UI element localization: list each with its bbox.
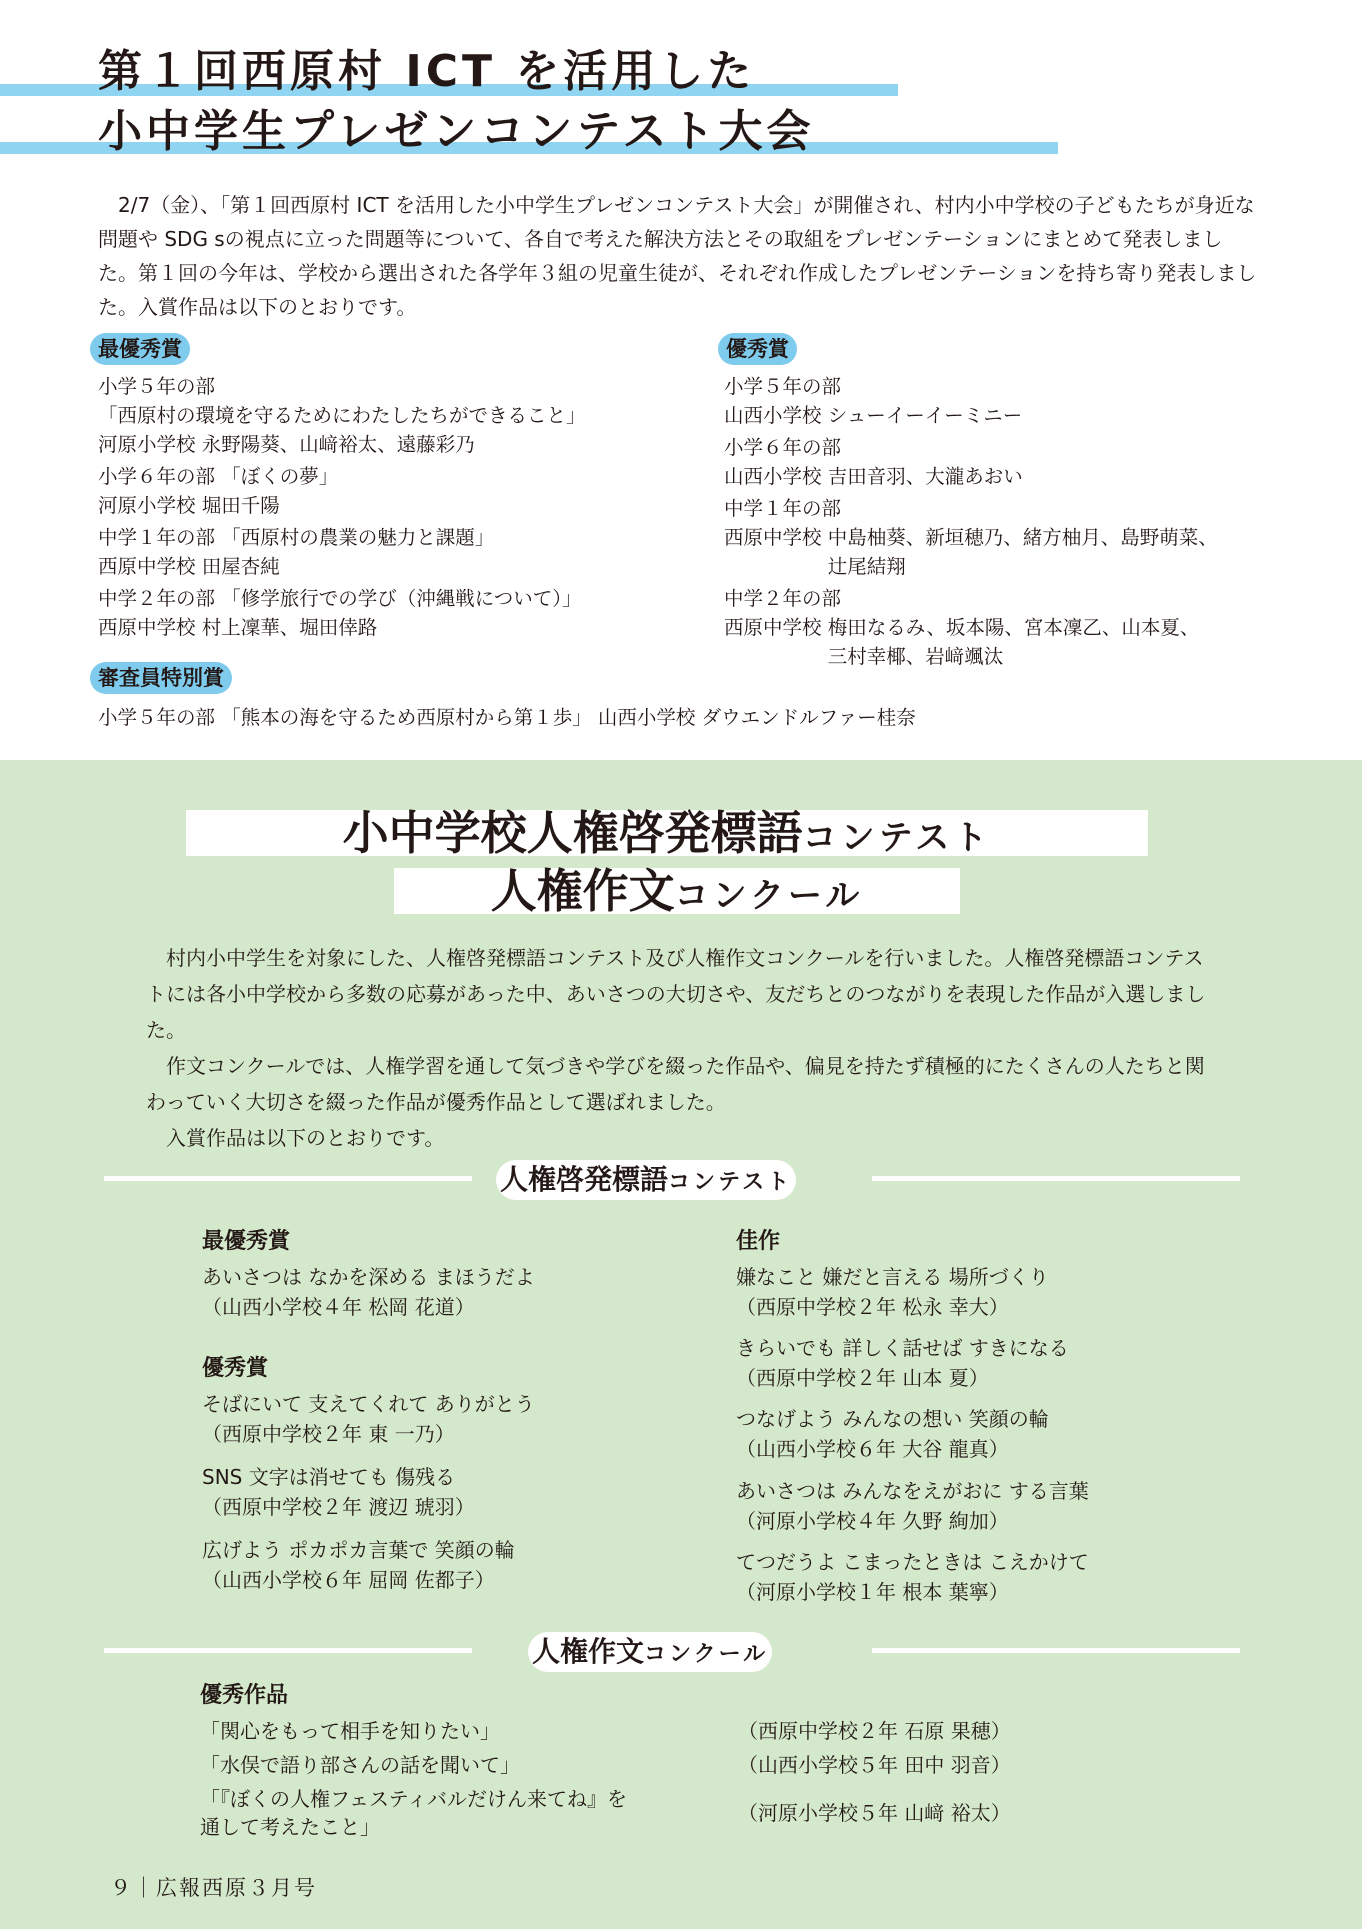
list-item — [98, 523, 698, 581]
award-category: 小学５年の部 — [98, 375, 216, 398]
award-winners: 山西小学校 吉田音羽、大瀧あおい — [724, 465, 1023, 488]
human-rights-intro-p2: 作文コンクールでは、人権学習を通して気づきや学びを綴った作品や、偏見を持たず積極的にたくさんの人たちと関わっていく大切さを綴った作品が優秀作品として選ばれました。 — [146, 1054, 1205, 1114]
list-item — [724, 433, 1284, 491]
slogan-text: そばにいて 支えてくれて ありがとう — [202, 1392, 535, 1416]
slogan-text: あいさつは みんなをえがおに する言葉 — [736, 1479, 1089, 1503]
human-rights-intro — [146, 940, 1206, 1156]
slogan-item — [736, 1547, 1089, 1607]
essay-author: （西原中学校２年 石原 果穂） — [738, 1719, 1011, 1743]
award-category: 小学６年の部 — [724, 436, 842, 459]
award-tag-grand: 最優秀賞 — [90, 333, 190, 365]
slogan-author: （山西小学校６年 大谷 龍真） — [736, 1437, 1009, 1461]
award-winners: 西原中学校 中島柚葵、新垣穂乃、緒方柚月、島野萌菜、 — [724, 526, 1218, 549]
essay-label-main: 人権作文 — [532, 1635, 645, 1668]
slogan-item — [202, 1389, 535, 1449]
essay-label-sub: コンクール — [644, 1641, 769, 1667]
slogan-text: きらいでも 詳しく話せば すきになる — [736, 1336, 1069, 1360]
award-category: 中学１年の部 — [724, 497, 842, 520]
essay-section-pill — [528, 1632, 772, 1672]
slogan-author: （河原小学校１年 根本 葉寧） — [736, 1580, 1009, 1604]
slogan-author: （河原小学校４年 久野 絢加） — [736, 1509, 1009, 1533]
page-title-line-1: 第１回西原村 ICT を活用した — [98, 46, 756, 97]
list-item — [724, 584, 1284, 671]
award-work-title: 「西原村の環境を守るためにわたしたちができること」 — [98, 404, 586, 427]
list-item — [724, 494, 1284, 581]
list-item — [98, 372, 698, 459]
list-item — [724, 372, 1284, 430]
excellence-list — [724, 372, 1284, 674]
award-winners: 山西小学校 シューイーイーミニー — [724, 404, 1023, 427]
slogan-section-label — [496, 1160, 796, 1200]
slogan-text: 嫌なこと 嫌だと言える 場所づくり — [736, 1265, 1049, 1289]
page-title-line-2: 小中学生プレゼンコンテスト大会 — [98, 106, 815, 157]
list-item — [98, 462, 698, 520]
slogan-text: 広げよう ポカポカ言葉で 笑顔の輪 — [202, 1538, 515, 1562]
list-item — [98, 584, 698, 642]
essay-author: （山西小学校５年 田中 羽音） — [738, 1753, 1011, 1777]
slogan-item — [736, 1404, 1049, 1464]
human-rights-intro-p3: 入賞作品は以下のとおりです。 — [166, 1126, 445, 1150]
essay-author: （河原小学校５年 山﨑 裕太） — [738, 1801, 1011, 1825]
essay-title-sub: コンクール — [674, 876, 864, 916]
essay-title: 「水俣で語り部さんの話を聞いて」 — [200, 1753, 520, 1777]
award-winners: 西原中学校 村上凜華、堀田倖路 — [98, 616, 378, 639]
essay-title: 「『ぼくの人権フェスティバルだけん来てね』を — [200, 1787, 627, 1811]
slogan-item — [736, 1333, 1069, 1393]
essay-title-continued: 通して考えたこと」 — [200, 1815, 380, 1839]
award-winners: 西原中学校 梅田なるみ、坂本陽、宮本凜乙、山本夏、 — [724, 616, 1200, 639]
intro-paragraph: 2/7（金）、「第１回西原村 ICT を活用した小中学生プレゼンコンテスト大会」が開催され、村内小中学校の子どもたちが身近な問題や SDG sの視点に立った問題等について、各自で考えた解決方法とその取組をプレゼンテーションにまとめて発表しました。第１回の今年は、学校から選出された各学年３組の児童生徒が、それぞれ作成したプレゼンテーションを持ち寄り発表しました。入賞作品は以下のとおりです。 — [98, 193, 1257, 319]
slogan-section-pill — [496, 1160, 796, 1200]
slogan-grand-heading: 最優秀賞 — [202, 1229, 291, 1254]
slogan-label-sub: コンテスト — [668, 1169, 793, 1195]
award-winners-continued: 辻尾結翔 — [724, 555, 906, 578]
human-rights-title-box-1 — [186, 806, 1148, 860]
slogan-label-main: 人権啓発標語 — [500, 1163, 669, 1196]
page-footer: ９｜広報西原３月号 — [110, 1876, 317, 1900]
slogan-merit-heading: 佳作 — [736, 1229, 781, 1254]
essay-title-main: 人権作文 — [490, 864, 675, 918]
award-winners-continued: 三村幸椰、岩﨑颯汰 — [724, 645, 1004, 668]
slogan-author: （西原中学校２年 山本 夏） — [736, 1366, 989, 1390]
award-tag-excellence: 優秀賞 — [718, 333, 797, 365]
human-rights-title-main: 小中学校人権啓発標語 — [342, 806, 803, 860]
slogan-item — [736, 1262, 1049, 1322]
slogan-author: （西原中学校２年 東 一乃） — [202, 1422, 455, 1446]
slogan-author: （山西小学校６年 屈岡 佐都子） — [202, 1568, 495, 1592]
slogan-author: （山西小学校４年 松岡 花道） — [202, 1295, 475, 1319]
slogan-text: あいさつは なかを深める まほうだよ — [202, 1265, 535, 1289]
slogan-item — [736, 1476, 1089, 1536]
intro-text — [98, 188, 1258, 324]
slogan-divider-left — [104, 1176, 472, 1181]
essay-heading: 優秀作品 — [200, 1683, 289, 1708]
essay-divider-right — [872, 1648, 1240, 1653]
award-category: 中学１年の部 「西原村の農業の魅力と課題」 — [98, 526, 495, 549]
slogan-text: てつだうよ こまったときは こえかけて — [736, 1550, 1089, 1574]
slogan-text: SNS 文字は消せても 傷残る — [202, 1465, 456, 1489]
award-tag-special: 審査員特別賞 — [90, 662, 232, 694]
award-category: 中学２年の部 「修学旅行での学び（沖縄戦について）」 — [98, 587, 582, 610]
award-category: 小学５年の部 — [724, 375, 842, 398]
slogan-item — [202, 1262, 535, 1322]
special-award-line: 小学５年の部 「熊本の海を守るため西原村から第１歩」 山西小学校 ダウエンドルファー桂奈 — [98, 706, 916, 729]
award-winners: 西原中学校 田屋杏純 — [98, 555, 280, 578]
slogan-text: つなげよう みんなの想い 笑顔の輪 — [736, 1407, 1049, 1431]
slogan-item — [202, 1535, 515, 1595]
slogan-divider-right — [872, 1176, 1240, 1181]
human-rights-title-box-2 — [394, 864, 960, 918]
essay-title: 「関心をもって相手を知りたい」 — [200, 1719, 500, 1743]
slogan-item — [202, 1462, 475, 1522]
award-category: 小学６年の部 「ぼくの夢」 — [98, 465, 339, 488]
slogan-excellence-heading: 優秀賞 — [202, 1356, 269, 1381]
award-winners: 河原小学校 永野陽葵、山﨑裕太、遠藤彩乃 — [98, 433, 475, 456]
slogan-author: （西原中学校２年 松永 幸大） — [736, 1295, 1009, 1319]
award-winners: 河原小学校 堀田千陽 — [98, 494, 280, 517]
human-rights-intro-p1: 村内小中学生を対象にした、人権啓発標語コンテスト及び人権作文コンクールを行いました。人権啓発標語コンテストには各小中学校から多数の応募があった中、あいさつの大切さや、友だちとのつながりを表現した作品が入選しました。 — [146, 946, 1206, 1042]
slogan-author: （西原中学校２年 渡辺 琥羽） — [202, 1495, 475, 1519]
award-category: 中学２年の部 — [724, 587, 842, 610]
essay-section-label — [528, 1632, 772, 1672]
human-rights-title-sub: コンテスト — [802, 818, 992, 858]
essay-divider-left — [104, 1648, 472, 1653]
grand-prize-list — [98, 372, 698, 645]
